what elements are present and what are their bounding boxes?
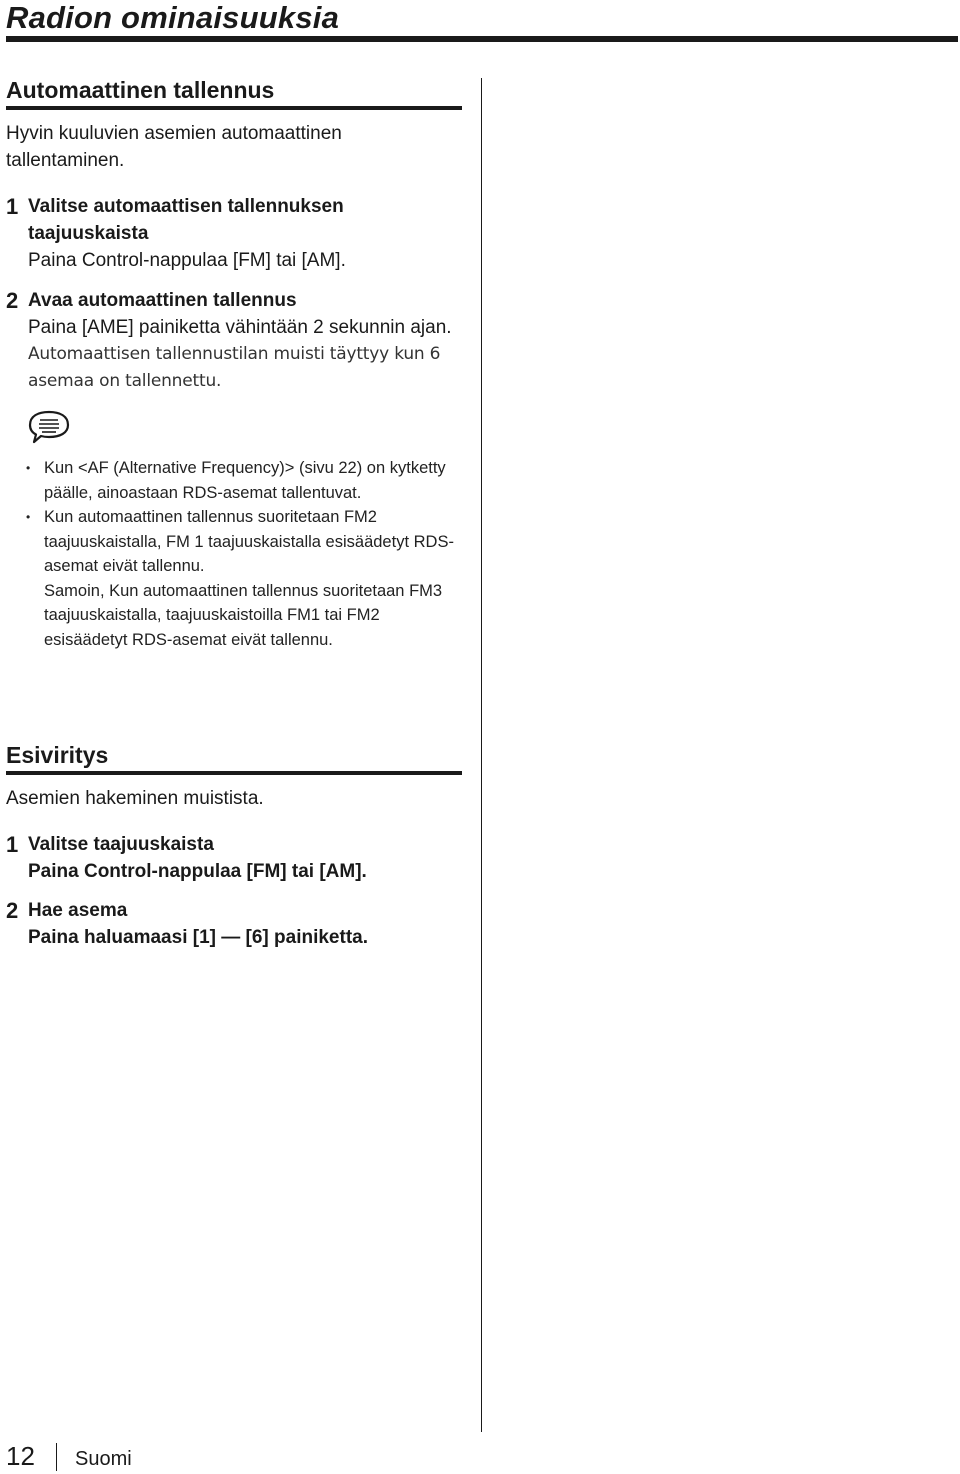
- step-action: Paina Control-nappulaa [FM] tai [AM].: [28, 250, 346, 271]
- title-rule: [6, 36, 958, 42]
- note-item: • Kun automaattinen tallennus suoritetaan FM2 taajuuskaistalla, FM 1 taajuuskaistalla esisäädetyt RDS-asemat eivät tallennu.: [6, 505, 462, 579]
- preset-section: [6, 741, 462, 951]
- auto-memory-step-1: [6, 193, 462, 274]
- step-title: Valitse taajuuskaista: [28, 834, 214, 855]
- page-number: 12: [6, 1441, 35, 1471]
- step-action: Paina [AME] painiketta vähintään 2 sekunnin ajan.: [28, 317, 452, 338]
- preset-heading: Esiviritys: [6, 741, 462, 775]
- auto-memory-step-2: [6, 287, 462, 395]
- preset-step-2: [6, 897, 462, 951]
- page-title: Radion ominaisuuksia: [6, 0, 340, 35]
- step-title: Avaa automaattinen tallennus: [28, 290, 297, 311]
- step-action: Paina Control-nappulaa [FM] tai [AM].: [28, 861, 367, 882]
- step-number: 1: [6, 832, 19, 857]
- step-action: Paina haluamaasi [1] — [6] painiketta.: [28, 927, 368, 948]
- step-number: 1: [6, 194, 19, 219]
- step-title: Valitse automaattisen tallennuksen taajuuskaista: [28, 196, 344, 244]
- page-language: Suomi: [75, 1448, 132, 1470]
- footer-divider: [56, 1443, 57, 1471]
- auto-memory-intro: Hyvin kuuluvien asemien automaattinen tallentaminen.: [6, 123, 342, 171]
- step-title: Hae asema: [28, 900, 128, 921]
- note-speech-bubble-icon: [26, 409, 72, 445]
- preset-intro: Asemien hakeminen muistista.: [6, 788, 264, 809]
- step-number: 2: [6, 288, 19, 313]
- column-divider: [481, 78, 482, 1432]
- note-continuation: Samoin, Kun automaattinen tallennus suoritetaan FM3 taajuuskaistalla, taajuuskaistoilla FM1 tai FM2 esisäädetyt RDS-asemat eivät tallennu.: [44, 581, 443, 649]
- auto-memory-section: [6, 76, 462, 652]
- preset-step-1: [6, 831, 462, 885]
- notes-list: [6, 456, 462, 579]
- note-item: • Kun <AF (Alternative Frequency)> (sivu 22) on kytketty päälle, ainoastaan RDS-asemat tallentuvat.: [6, 456, 462, 505]
- step-result: Automaattisen tallennustilan muisti täyttyy kun 6 asemaa on tallennettu.: [28, 344, 441, 391]
- auto-memory-heading: Automaattinen tallennus: [6, 76, 462, 110]
- step-number: 2: [6, 898, 19, 923]
